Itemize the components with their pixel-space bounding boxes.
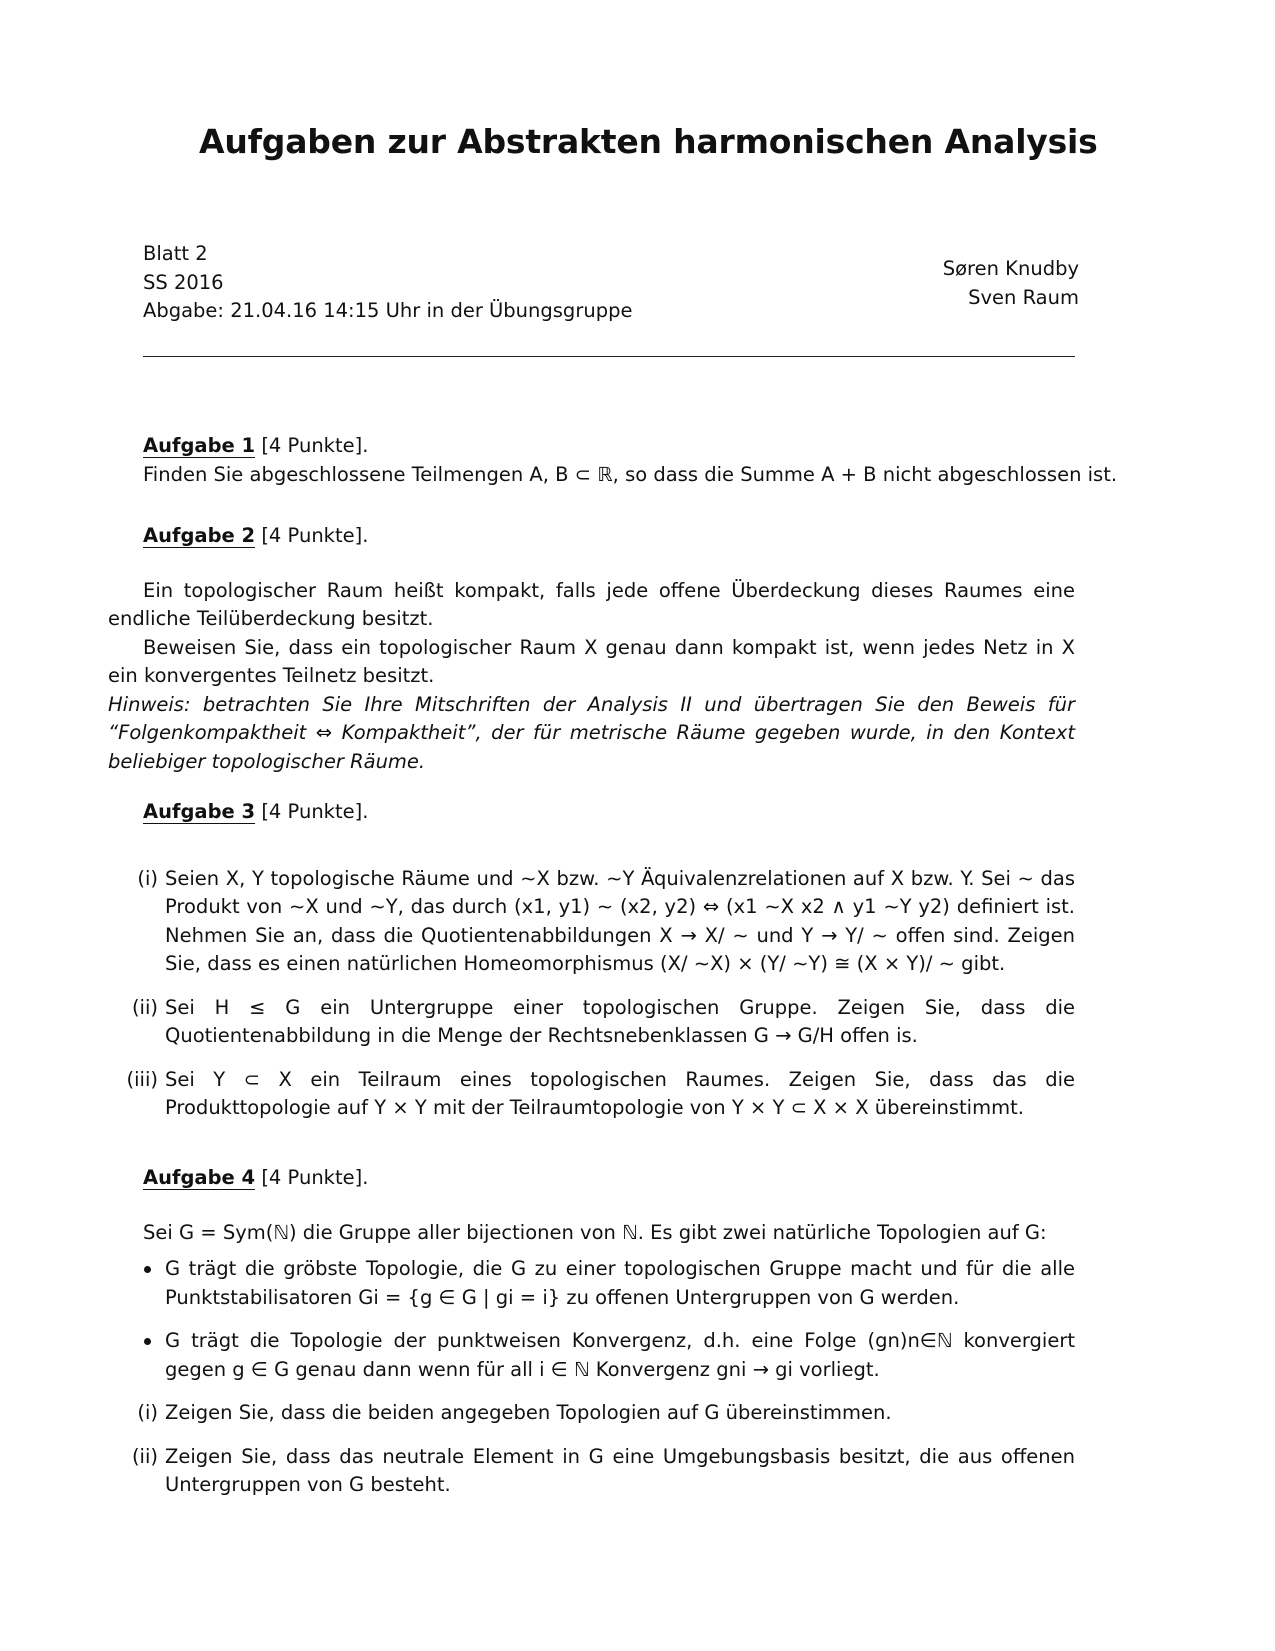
exercise-1-heading [108, 432, 1075, 461]
bullet-icon [144, 1338, 151, 1345]
exercise-2-definition: Ein topologischer Raum heißt kompakt, falls jede offene Überdeckung dieses Raumes eine endliche Teilüberdeckung besitzt. [108, 578, 1075, 630]
item-label: (ii) [131, 995, 158, 1019]
exercise-4-bullet-1 [108, 1255, 1075, 1312]
item-text: Zeigen Sie, dass die beiden angegeben Topologien auf G übereinstimmen. [165, 1401, 892, 1424]
exercise-4-points: [4 Punkte]. [261, 1166, 369, 1189]
exercise-1 [108, 432, 1118, 489]
item-text: Sei Y ⊂ X ein Teilraum eines topologischen Raumes. Zeigen Sie, dass das die Produkttopologie auf Y × Y mit der Teilraumtopologie von Y × Y ⊂ X × X übereinstimmt. [165, 1067, 1075, 1119]
exercise-2-hint: Hinweis: betrachten Sie Ihre Mitschriften der Analysis II und übertragen Sie den Beweis für “Folgenkompaktheit ⇔ Kompaktheit”, der für metrische Räume gegeben wurde, in den Kontext beliebiger topologischer Räume. [108, 692, 1075, 773]
item-label: (i) [137, 866, 158, 890]
exercise-3-heading [108, 798, 1075, 827]
bullet-icon [144, 1266, 151, 1273]
exercise-2-label: Aufgabe 2 [143, 524, 256, 547]
exercise-2-points: [4 Punkte]. [261, 524, 369, 547]
exercise-2-task: Beweisen Sie, dass ein topologischer Raum X genau dann kompakt ist, wenn jedes Netz in X ein konvergentes Teilnetz besitzt. [108, 635, 1075, 687]
item-label: (iii) [126, 1067, 158, 1091]
exercise-1-text: Finden Sie abgeschlossene Teilmengen A, B ⊂ ℝ, so dass die Summe A + B nicht abgeschlossen ist. [143, 462, 1118, 486]
authors [943, 255, 1079, 312]
author-1: Søren Knudby [942, 257, 1079, 280]
exercise-4-heading [108, 1164, 1075, 1193]
bullet-text: G trägt die gröbste Topologie, die G zu einer topologischen Gruppe macht und für die alle Punktstabilisatoren Gi = {g ∈ G | gi = i} zu offenen Untergruppen von G werden. [165, 1257, 1075, 1309]
exercise-3 [108, 798, 1075, 1138]
sheet-number: Blatt 2 [143, 242, 208, 265]
sheet-info [143, 240, 632, 326]
bullet-text: G trägt die Topologie der punktweisen Konvergenz, d.h. eine Folge (gn)n∈ℕ konvergiert gegen g ∈ G genau dann wenn für all i ∈ ℕ Konvergenz gni → gi vorliegt. [165, 1329, 1075, 1381]
item-text: Seien X, Y topologische Räume und ∼X bzw. ∼Y Äquivalenzrelationen auf X bzw. Y. Sei ∼ das Produkt von ∼X und ∼Y, das durch (x1, y1) ∼ (x2, y2) ⇔ (x1 ∼X x2 ∧ y1 ∼Y y2) definiert ist. Nehmen Sie an, dass die Quotientenabbildungen X → X/ ∼ und Y → Y/ ∼ offen sind. Zeigen Sie, dass es einen natürlichen Homeomorphismus (X/ ∼X) × (Y/ ∼Y) ≅ (X × Y)/ ∼ gibt. [165, 866, 1075, 975]
header-divider [143, 356, 1075, 357]
exercise-4-intro: Sei G = Sym(ℕ) die Gruppe aller bijectionen von ℕ. Es gibt zwei natürliche Topologien auf G: [143, 1220, 1047, 1244]
exercise-3-item-i [108, 865, 1075, 979]
exercise-4-label: Aufgabe 4 [143, 1166, 256, 1189]
exercise-2 [108, 522, 1075, 776]
due-date: Abgabe: 21.04.16 14:15 Uhr in der Übungsgruppe [143, 299, 633, 322]
exercise-3-label: Aufgabe 3 [143, 800, 256, 823]
exercise-4-item-i [108, 1399, 1075, 1428]
semester: SS 2016 [143, 270, 224, 294]
item-label: (i) [137, 1401, 158, 1424]
author-2: Sven Raum [968, 285, 1079, 309]
exercise-3-item-iii [108, 1066, 1075, 1123]
item-label: (ii) [131, 1444, 158, 1468]
document-title: Aufgaben zur Abstrakten harmonischen Analysis [199, 122, 1098, 161]
exercise-2-heading [108, 522, 1075, 551]
exercise-4-item-ii [108, 1443, 1075, 1500]
exercise-1-label: Aufgabe 1 [143, 434, 256, 457]
exercise-1-points: [4 Punkte]. [261, 434, 369, 457]
exercise-4 [108, 1164, 1075, 1515]
exercise-3-points: [4 Punkte]. [261, 800, 369, 823]
exercise-3-item-ii [108, 994, 1075, 1051]
item-text: Sei H ≤ G ein Untergruppe einer topologischen Gruppe. Zeigen Sie, dass die Quotientenabbildung in die Menge der Rechtsnebenklassen G → G/H offen is. [165, 995, 1075, 1047]
item-text: Zeigen Sie, dass das neutrale Element in G eine Umgebungsbasis besitzt, die aus offenen Untergruppen von G besteht. [165, 1444, 1075, 1496]
exercise-4-bullet-2 [108, 1327, 1075, 1384]
